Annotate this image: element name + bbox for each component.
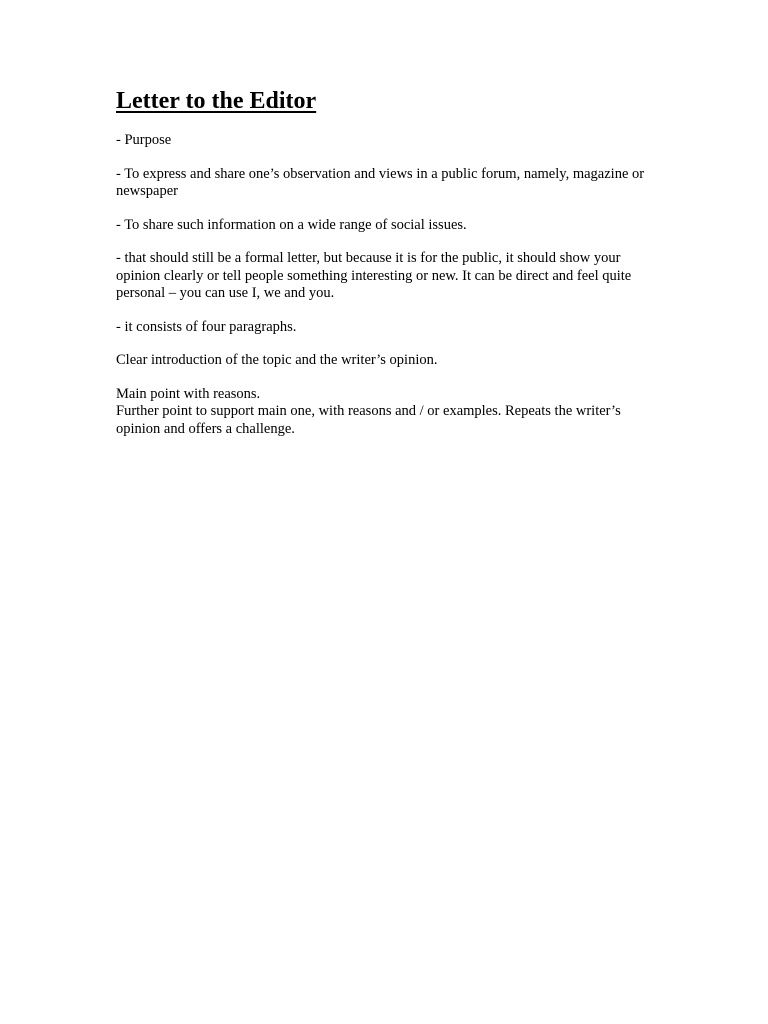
paragraph-four-paragraphs: - it consists of four paragraphs. xyxy=(116,318,297,335)
document-page xyxy=(116,86,646,454)
document-title: Letter to the Editor xyxy=(116,88,317,114)
paragraph-share-information: - To share such information on a wide range of social issues. xyxy=(116,216,467,233)
paragraph-main-point: Main point with reasons. xyxy=(116,385,261,402)
paragraph-purpose: - Purpose xyxy=(116,132,172,148)
paragraph-express-views: - To express and share one’s observation and views in a public forum, namely, magazine or newspaper xyxy=(116,165,645,199)
paragraph-introduction: Clear introduction of the topic and the writer’s opinion. xyxy=(116,352,438,368)
paragraph-further-point: Further point to support main one, with reasons and / or examples. Repeats the writer’s opinion and offers a challenge. xyxy=(116,403,621,437)
paragraph-formal-letter: - that should still be a formal letter, but because it is for the public, it should show your opinion clearly or tell people something interesting or new. It can be direct and feel quite personal – you can use I, we and you. xyxy=(116,250,632,301)
